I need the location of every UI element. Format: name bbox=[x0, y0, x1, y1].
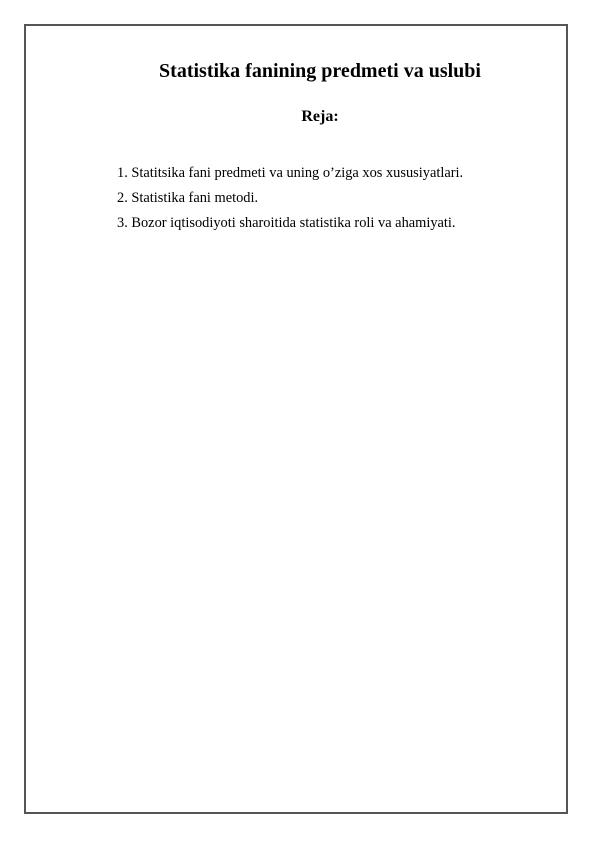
plan-item-3: 3. Bozor iqtisodiyoti sharoitida statistika roli va ahamiyati. bbox=[117, 215, 456, 231]
plan-list bbox=[117, 161, 463, 236]
plan-item-2: 2. Statistika fani metodi. bbox=[117, 190, 259, 206]
document-title: Statistika fanining predmeti va uslubi bbox=[159, 60, 481, 82]
plan-item-1: 1. Statitsika fani predmeti va uning o’ziga xos xususiyatlari. bbox=[117, 165, 464, 181]
page-frame bbox=[24, 24, 568, 814]
plan-heading: Reja: bbox=[301, 108, 339, 125]
